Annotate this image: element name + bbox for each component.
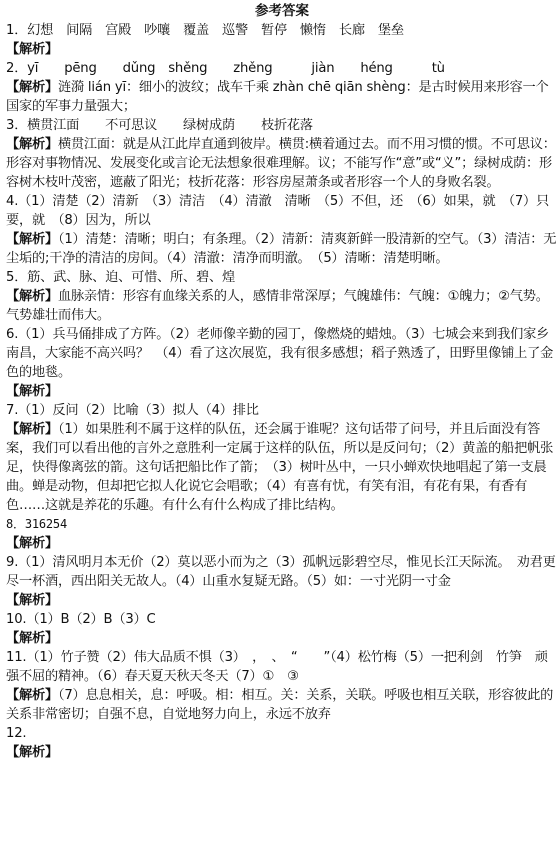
analysis-label: 【解析】 bbox=[6, 745, 58, 760]
answer-paragraph: 1．幻想 间隔 宫殿 吵嚷 覆盖 巡警 暂停 懒惰 长廊 堡垒 bbox=[6, 23, 404, 38]
analysis-label: 【解析】 bbox=[6, 232, 58, 247]
analysis-label: 【解析】 bbox=[6, 536, 58, 551]
answer-paragraph: 12. bbox=[6, 726, 27, 741]
answer-paragraph: 6.（1）兵马俑排成了方阵。（2）老师像辛勤的园丁，像燃烧的蜡烛。（3）七城会来到我们家乡南昌，大家能不高兴吗？ （4）看了这次展览，我有很多感想；稻子熟透了，田野里像铺上了金色的地毯。 bbox=[6, 327, 554, 380]
analysis-paragraph bbox=[6, 382, 558, 401]
analysis-paragraph: 【解析】（7）息息相关，息：呼吸。相：相互。关：关系，关联。呼吸也相互关联，形容彼此的关系非常密切；自强不息，自觉地努力向上，永远不放弃 bbox=[6, 688, 554, 722]
analysis-paragraph: 【解析】涟漪 lián yī：细小的波纹；战车千乘 zhàn chē qiān shèng：是古时候用来形容一个国家的军事力量强大； bbox=[6, 80, 549, 114]
analysis-paragraph: 【解析】（1）如果胜利不属于这样的队伍，还会属于谁呢？这句话带了问号，并且后面没有答案，我们可以看出他的言外之意胜利一定属于这样的队伍，所以是反问句；（2）黄盖的船把帆张足，快得像离弦的箭。这句话把船比作了箭； （3）树叶丛中，一只小蝉欢快地唱起了第一支晨曲。蝉是动物，但却把它拟人化说它会唱歌；（4）有喜有忧，有笑有泪，有花有果，有香有色……这就是养花的乐趣。有什么有什么构成了排比结构。 bbox=[6, 422, 554, 513]
answer-document bbox=[6, 2, 558, 762]
page-title: 参考答案 bbox=[255, 3, 309, 19]
answer-paragraph: 2．yī pēng dǔng shěng zhěng jiàn héng tù bbox=[6, 61, 445, 76]
answer-lines bbox=[6, 21, 558, 762]
answer-paragraph: 8．316254 bbox=[6, 517, 67, 531]
analysis-label: 【解析】 bbox=[6, 137, 58, 152]
analysis-paragraph: 【解析】横贯江面：就是从江此岸直通到彼岸。横贯:横着通过去。而不用习惯的惯。不可思议：形容对事物情况、发展变化或言论无法想象很难理解。议；不能写作“意”或“义”；绿树成荫：形容树木枝叶茂密，遮蔽了阳光；枝折花落：形容房屋萧条或者形容一个人的身败名裂。 bbox=[6, 137, 556, 190]
analysis-label: 【解析】 bbox=[6, 631, 58, 646]
analysis-label: 【解析】 bbox=[6, 42, 58, 57]
analysis-paragraph bbox=[6, 591, 558, 610]
answer-paragraph: 9.（1）清风明月本无价（2）莫以恶小而为之（3）孤帆远影碧空尽，惟见长江天际流。 劝君更尽一杯酒，西出阳关无故人。（4）山重水复疑无路。（5）如：一寸光阴一寸金 bbox=[6, 555, 556, 589]
analysis-paragraph: 【解析】血脉亲情：形容有血缘关系的人，感情非常深厚；气魄雄伟：气魄：①魄力；②气势。气势雄壮而伟大。 bbox=[6, 289, 549, 323]
analysis-paragraph bbox=[6, 743, 558, 762]
analysis-label: 【解析】 bbox=[6, 80, 58, 95]
answer-paragraph: 11.（1）竹子赞（2）伟大品质不惧（3） ， 、 “ ”（4）松竹梅（5）一把利剑 竹笋 顽强不屈的精神。（6）春天夏天秋天冬天（7）① ③ bbox=[6, 650, 548, 684]
analysis-paragraph: 【解析】（1）清楚：清晰；明白；有条理。（2）清新：清爽新鲜一股清新的空气。（3）清洁：无尘垢的;干净的清洁的房间。（4）清澈：清净而明澈。 （5）清晰：清楚明晰。 bbox=[6, 232, 557, 266]
answer-paragraph: 7.（1）反问（2）比喻（3）拟人（4）排比 bbox=[6, 403, 259, 418]
analysis-label: 【解析】 bbox=[6, 422, 58, 437]
analysis-paragraph bbox=[6, 40, 558, 59]
analysis-label: 【解析】 bbox=[6, 289, 58, 304]
analysis-label: 【解析】 bbox=[6, 384, 58, 399]
analysis-label: 【解析】 bbox=[6, 593, 58, 608]
analysis-paragraph bbox=[6, 629, 558, 648]
analysis-paragraph bbox=[6, 534, 558, 553]
answer-paragraph: 10.（1）B（2）B（3）C bbox=[6, 612, 156, 627]
analysis-label: 【解析】 bbox=[6, 688, 58, 703]
answer-paragraph: 5．筋、武、脉、迫、可惜、所、碧、煌 bbox=[6, 270, 235, 285]
answer-paragraph: 3．横贯江面 不可思议 绿树成荫 枝折花落 bbox=[6, 118, 313, 133]
answer-paragraph: 4.（1）清楚（2）清新 （3）清洁 （4）清澈 清晰 （5）不但，还 （6）如果，就 （7）只要，就 （8）因为，所以 bbox=[6, 194, 550, 228]
